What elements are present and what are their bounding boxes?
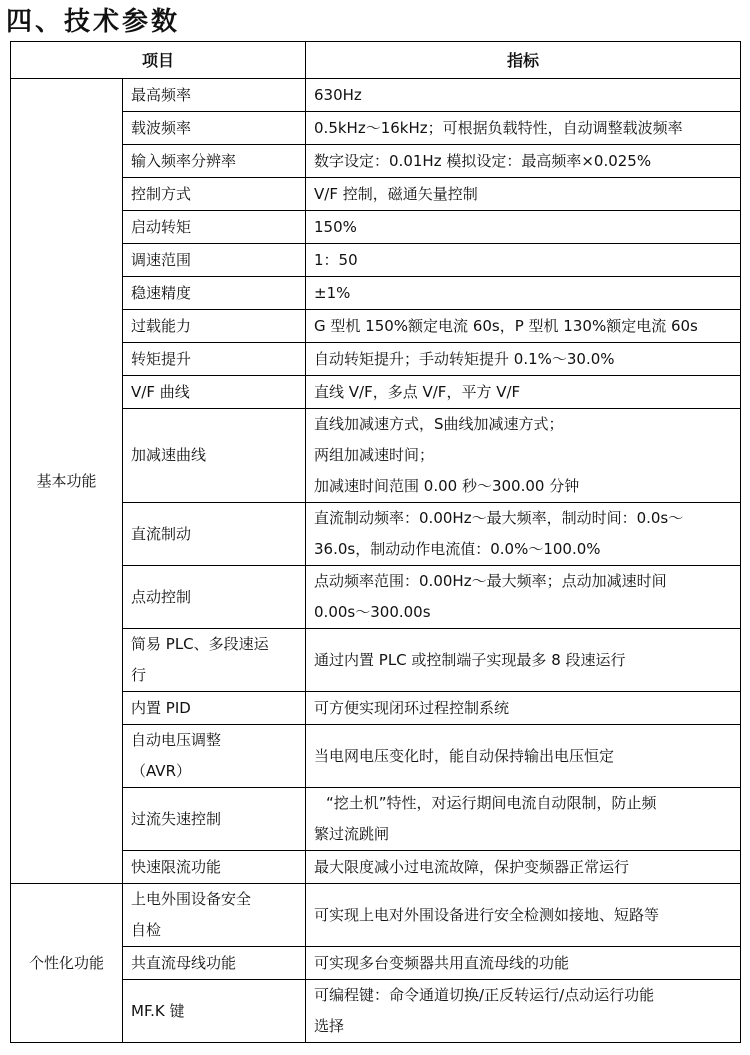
- item-cell: [123, 851, 306, 884]
- item-label: 上电外围设备安全: [131, 890, 252, 908]
- value-text: G 型机 150%额定电流 60s，P 型机 130%额定电流 60s: [314, 316, 698, 335]
- page-title: 四、技术参数: [6, 7, 181, 37]
- value-cell: [306, 178, 741, 211]
- value-text: ±1%: [314, 283, 351, 302]
- item-cell: [123, 725, 306, 788]
- item-cell: [123, 884, 306, 947]
- value-text: 直线加减速方式，S曲线加减速方式；: [314, 415, 564, 433]
- table-header-row: [11, 42, 741, 79]
- item-cell: [123, 277, 306, 310]
- table-row: [11, 79, 741, 112]
- group-label-cell: [11, 79, 123, 884]
- group-label: 个性化功能: [28, 953, 104, 972]
- value-cell: [306, 884, 741, 947]
- item-label: 自动电压调整: [131, 731, 222, 749]
- item-cell: [123, 629, 306, 692]
- item-label: 快速限流功能: [131, 857, 222, 876]
- table-row: [11, 884, 741, 947]
- item-cell: [123, 409, 306, 503]
- item-label: 控制方式: [131, 184, 192, 203]
- item-label: （AVR）: [131, 762, 191, 780]
- value-text: “挖土机”特性，对运行期间电流自动限制，防止频: [326, 794, 657, 812]
- value-text: V/F 控制，磁通矢量控制: [314, 184, 478, 203]
- value-cell: [306, 788, 741, 851]
- value-text: 最大限度减小过电流故障，保护变频器正常运行: [314, 857, 630, 876]
- value-cell: [306, 980, 741, 1043]
- item-cell: [123, 112, 306, 145]
- item-label: 行: [131, 666, 147, 684]
- value-cell: [306, 566, 741, 629]
- value-text: 数字设定：0.01Hz 模拟设定：最高频率×0.025%: [314, 151, 652, 170]
- value-text: 加减速时间范围 0.00 秒～300.00 分钟: [314, 477, 580, 495]
- value-text: 选择: [314, 1017, 345, 1035]
- value-text: 0.5kHz～16kHz；可根据负载特性，自动调整载波频率: [314, 118, 683, 137]
- value-cell: [306, 112, 741, 145]
- value-text: 可实现多台变频器共用直流母线的功能: [314, 953, 570, 972]
- value-cell: [306, 692, 741, 725]
- item-label: 转矩提升: [131, 349, 192, 368]
- value-cell: [306, 211, 741, 244]
- value-cell: [306, 145, 741, 178]
- item-cell: [123, 503, 306, 566]
- value-cell: [306, 851, 741, 884]
- value-text: 当电网电压变化时，能自动保持输出电压恒定: [314, 746, 615, 765]
- value-cell: [306, 409, 741, 503]
- item-label: 加减速曲线: [131, 446, 207, 464]
- item-cell: [123, 343, 306, 376]
- value-text: 直线 V/F，多点 V/F，平方 V/F: [314, 382, 521, 401]
- value-text: 1：50: [314, 250, 358, 269]
- value-cell: [306, 503, 741, 566]
- value-text: 可实现上电对外围设备进行安全检测如接地、短路等: [314, 905, 660, 924]
- value-text: 两组加减速时间；: [314, 446, 435, 464]
- item-cell: [123, 376, 306, 409]
- value-cell: [306, 376, 741, 409]
- item-cell: [123, 566, 306, 629]
- group-label: 基本功能: [36, 471, 97, 490]
- item-label: 过流失速控制: [131, 809, 222, 828]
- item-label: 点动控制: [131, 587, 192, 606]
- item-label: 稳速精度: [131, 283, 192, 302]
- value-cell: [306, 947, 741, 980]
- table-body: [11, 79, 741, 1043]
- item-cell: [123, 79, 306, 112]
- value-text: 可编程键：命令通道切换/正反转运行/点动运行功能: [314, 986, 655, 1004]
- value-text: 630Hz: [314, 85, 362, 104]
- column-header-value: 指标: [306, 42, 741, 79]
- value-cell: [306, 629, 741, 692]
- item-cell: [123, 310, 306, 343]
- item-label: 启动转矩: [131, 217, 192, 236]
- item-label: 直流制动: [131, 524, 192, 543]
- item-cell: [123, 788, 306, 851]
- item-cell: [123, 244, 306, 277]
- item-cell: [123, 980, 306, 1043]
- item-label: 载波频率: [131, 118, 192, 137]
- item-cell: [123, 211, 306, 244]
- item-label: 调速范围: [131, 250, 192, 269]
- item-cell: [123, 947, 306, 980]
- item-label: 共直流母线功能: [131, 953, 237, 972]
- group-label-cell: [11, 884, 123, 1043]
- value-text: 点动频率范围：0.00Hz～最大频率；点动加减速时间: [314, 572, 667, 590]
- item-label: 过载能力: [131, 316, 192, 335]
- item-cell: [123, 692, 306, 725]
- item-label: 自检: [131, 921, 162, 939]
- column-header-item: 项目: [11, 42, 306, 79]
- value-text: 繁过流跳闸: [314, 825, 390, 843]
- value-text: 自动转矩提升；手动转矩提升 0.1%～30.0%: [314, 349, 615, 368]
- item-label: V/F 曲线: [131, 382, 190, 401]
- item-label: 最高频率: [131, 85, 192, 104]
- value-text: 通过内置 PLC 或控制端子实现最多 8 段速运行: [314, 650, 626, 669]
- item-cell: [123, 145, 306, 178]
- value-cell: [306, 725, 741, 788]
- spec-table: [10, 41, 741, 1043]
- value-text: 可方便实现闭环过程控制系统: [314, 698, 510, 717]
- value-cell: [306, 244, 741, 277]
- value-cell: [306, 310, 741, 343]
- value-text: 0.00s～300.00s: [314, 603, 431, 621]
- value-text: 直流制动频率：0.00Hz～最大频率，制动时间：0.0s～: [314, 509, 684, 527]
- item-label: 内置 PID: [131, 698, 191, 717]
- item-label: 简易 PLC、多段速运: [131, 635, 269, 653]
- value-text: 150%: [314, 217, 357, 236]
- item-label: 输入频率分辨率: [131, 151, 237, 170]
- value-cell: [306, 79, 741, 112]
- value-cell: [306, 343, 741, 376]
- value-text: 36.0s，制动动作电流值：0.0%～100.0%: [314, 540, 601, 558]
- value-cell: [306, 277, 741, 310]
- item-label: MF.K 键: [131, 1001, 185, 1020]
- item-cell: [123, 178, 306, 211]
